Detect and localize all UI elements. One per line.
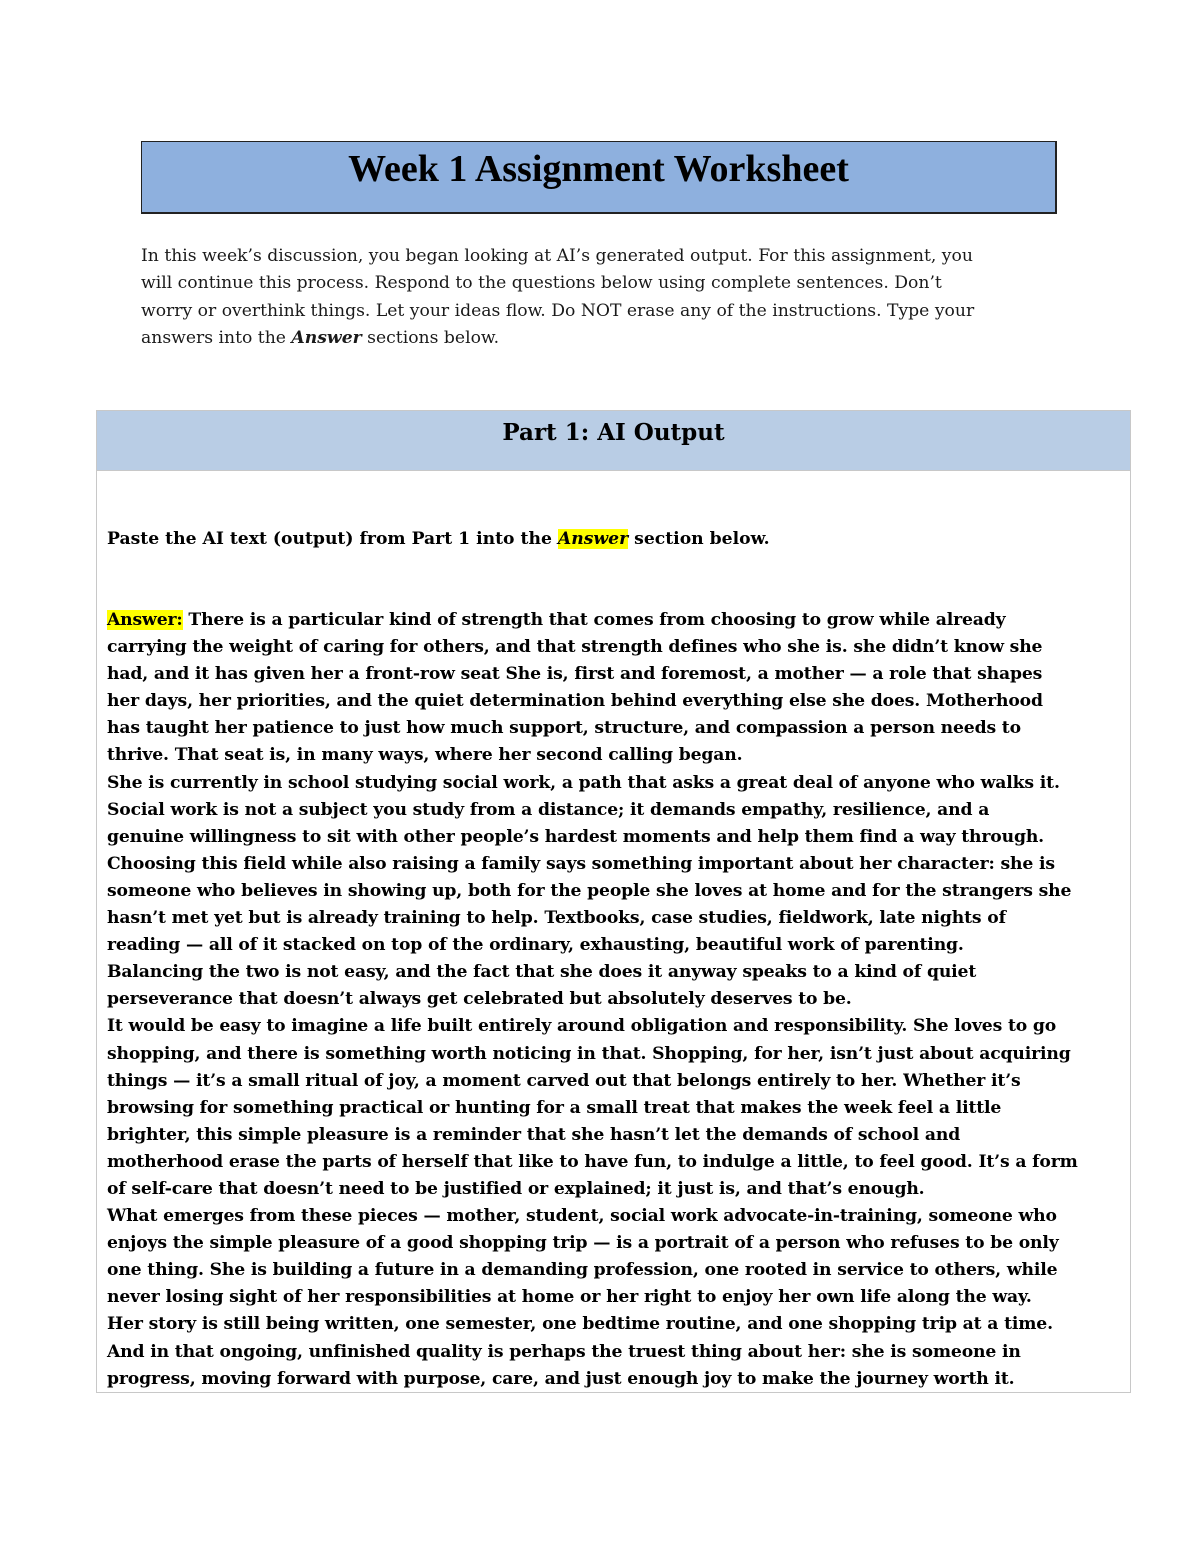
part1-instruction xyxy=(107,526,770,553)
answer-line: brighter, this simple pleasure is a reminder that she hasn’t let the demands of school and xyxy=(107,1124,961,1145)
answer-line: of self-care that doesn’t need to be justified or explained; it just is, and that’s enough. xyxy=(107,1178,925,1199)
answer-line: progress, moving forward with purpose, care, and just enough joy to make the journey worth it. xyxy=(107,1368,1015,1389)
answer-line: enjoys the simple pleasure of a good shopping trip — is a portrait of a person who refuses to be only xyxy=(107,1233,1059,1254)
answer-line: And in that ongoing, unfinished quality is perhaps the truest thing about her: she is someone in xyxy=(107,1341,1021,1362)
answer-line: reading — all of it stacked on top of the ordinary, exhausting, beautiful work of parenting. xyxy=(107,935,964,956)
answer-line: hasn’t met yet but is already training to help. Textbooks, case studies, fieldwork, late nights of xyxy=(107,908,1006,929)
answer-line: perseverance that doesn’t always get celebrated but absolutely deserves to be. xyxy=(107,989,852,1010)
worksheet-title-box xyxy=(141,141,1057,214)
part1-title: Part 1: AI Output xyxy=(502,419,725,446)
intro-line-last xyxy=(141,325,1071,352)
answer-line: Choosing this field while also raising a family says something important about her character: she is xyxy=(107,853,1055,874)
answer-line: What emerges from these pieces — mother, student, social work advocate-in-training, someone who xyxy=(107,1206,1057,1227)
answer-label: Answer: xyxy=(107,610,183,630)
answer-line: shopping, and there is something worth noticing in that. Shopping, for her, isn’t just about acquiring xyxy=(107,1043,1071,1064)
answer-line: There is a particular kind of strength that comes from choosing to grow while already xyxy=(182,610,1006,630)
answer-line: one thing. She is building a future in a demanding profession, one rooted in service to others, while xyxy=(107,1260,1058,1281)
answer-line: It would be easy to imagine a life built entirely around obligation and responsibility. She loves to go xyxy=(107,1016,1057,1037)
intro-line: will continue this process. Respond to the questions below using complete sentences. Don’t xyxy=(141,273,942,294)
answer-line: motherhood erase the parts of herself that like to have fun, to indulge a little, to feel good. It’s a form xyxy=(107,1151,1078,1172)
part1-header xyxy=(97,411,1130,471)
instruction-before: Paste the AI text (output) from Part 1 into the xyxy=(107,529,558,549)
worksheet-title: Week 1 Assignment Worksheet xyxy=(348,148,849,190)
answer-line: someone who believes in showing up, both for the people she loves at home and for the strangers she xyxy=(107,880,1072,901)
instruction-answer-emphasis: Answer xyxy=(557,529,629,549)
answer-line: She is currently in school studying social work, a path that asks a great deal of anyone who walks it. xyxy=(107,772,1060,793)
part1-answer-field[interactable] xyxy=(107,607,1127,1393)
answer-line: thrive. That seat is, in many ways, where her second calling began. xyxy=(107,745,743,766)
answer-line: her days, her priorities, and the quiet determination behind everything else she does. Motherhood xyxy=(107,691,1043,712)
intro-line: worry or overthink things. Let your ideas flow. Do NOT erase any of the instructions. Type your xyxy=(141,300,975,321)
intro-last-before: answers into the xyxy=(141,327,292,348)
intro-paragraph xyxy=(141,243,1071,352)
answer-line: carrying the weight of caring for others, and that strength defines who she is. she didn’t know she xyxy=(107,637,1043,658)
answer-line: things — it’s a small ritual of joy, a moment carved out that belongs entirely to her. Whether it’s xyxy=(107,1070,1021,1091)
instruction-after: section below. xyxy=(628,529,770,549)
answer-line: browsing for something practical or hunting for a small treat that makes the week feel a little xyxy=(107,1097,1002,1118)
answer-line: never losing sight of her responsibilities at home or her right to enjoy her own life along the way. xyxy=(107,1287,1032,1308)
intro-line: In this week’s discussion, you began looking at AI’s generated output. For this assignment, you xyxy=(141,246,973,266)
answer-line: had, and it has given her a front-row seat She is, first and foremost, a mother — a role that shapes xyxy=(107,664,1043,685)
intro-last-after: sections below. xyxy=(361,327,500,348)
answer-line: Her story is still being written, one semester, one bedtime routine, and one shopping trip at a time. xyxy=(107,1314,1053,1335)
intro-answer-emphasis: Answer xyxy=(291,327,362,348)
answer-line: Balancing the two is not easy, and the fact that she does it anyway speaks to a kind of quiet xyxy=(107,962,977,983)
answer-first-line xyxy=(107,607,1127,634)
answer-line: has taught her patience to just how much support, structure, and compassion a person needs to xyxy=(107,718,1021,739)
answer-line: Social work is not a subject you study from a distance; it demands empathy, resilience, and a xyxy=(107,799,990,820)
answer-line: genuine willingness to sit with other people’s hardest moments and help them find a way through. xyxy=(107,826,1044,847)
